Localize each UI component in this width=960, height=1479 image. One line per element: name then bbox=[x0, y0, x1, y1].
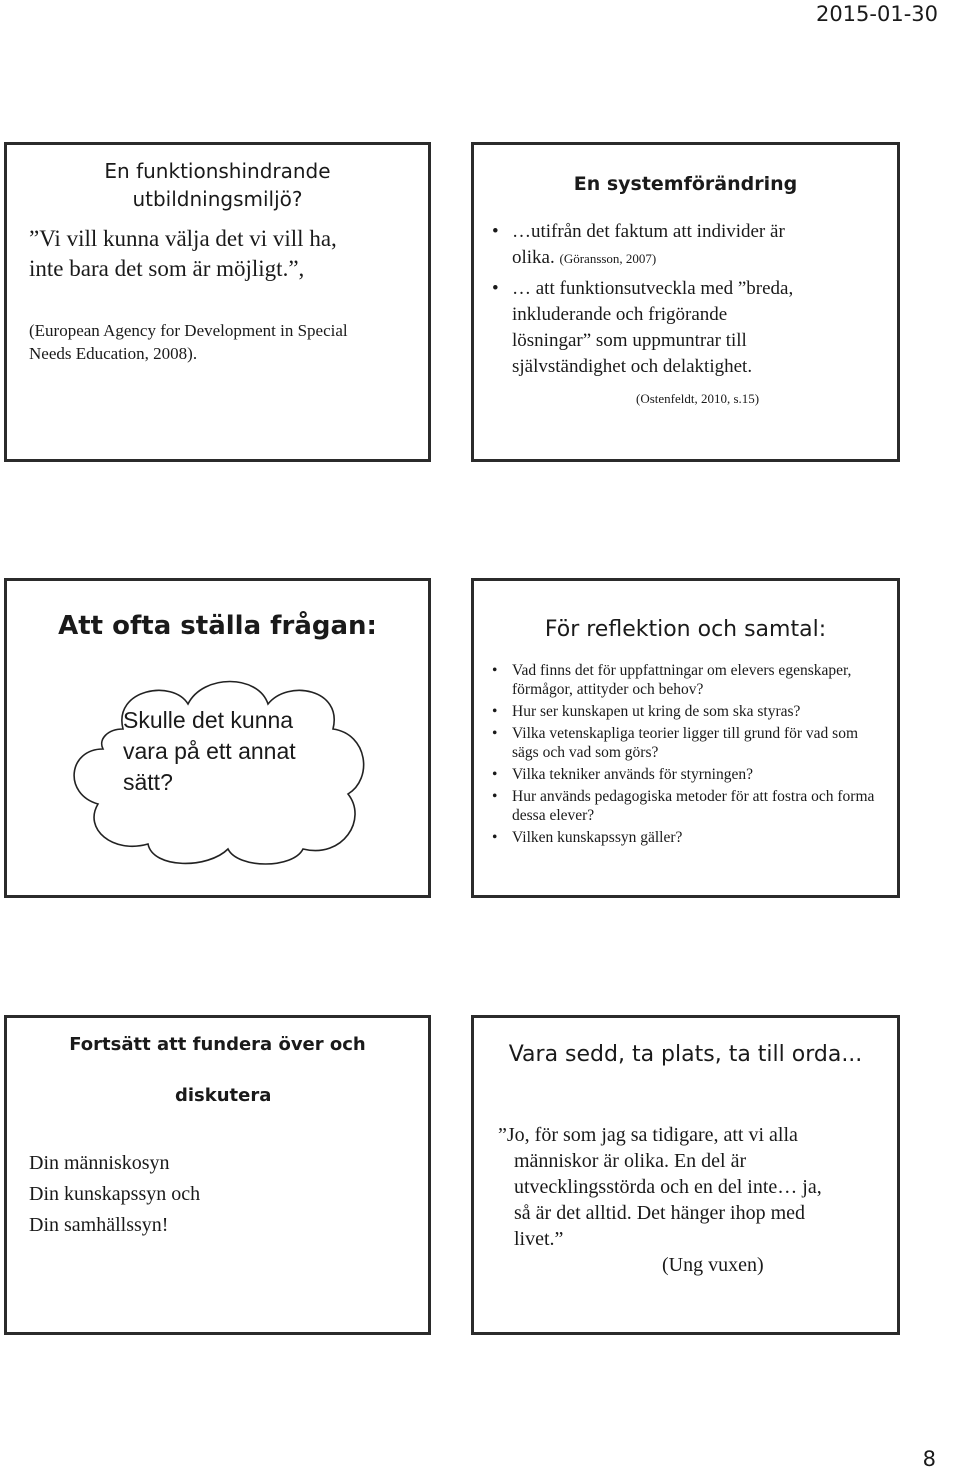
slide-1-quote bbox=[29, 224, 337, 284]
slide-5 bbox=[4, 1015, 431, 1335]
slide-2-bullet-2-cite: (Ostenfeldt, 2010, s.15) bbox=[636, 391, 760, 406]
slide-5-line: Din kunskapssyn och bbox=[29, 1183, 201, 1205]
slide-2-bullet-1-line1: • …utifrån det faktum att individer är bbox=[512, 221, 785, 242]
slide-5-line: Din samhällssyn! bbox=[29, 1214, 169, 1236]
cloud-text-line2: vara på ett annat bbox=[123, 738, 296, 764]
slide-6-quote-line5: livet.” bbox=[514, 1228, 564, 1250]
slide-2-bullet-1-line2-wrap bbox=[512, 245, 880, 272]
slide-6-quote-line1: ”Jo, för som jag sa tidigare, att vi alla bbox=[498, 1124, 798, 1146]
slide-1-source-line2: Needs Education, 2008). bbox=[29, 344, 198, 363]
slide-4-bullet: • Hur används pedagogiska metoder för att fostra och forma dessa elever? bbox=[490, 787, 885, 825]
cloud-text bbox=[123, 705, 296, 798]
slide-4-bullet: • Vilka tekniker används för styrningen? bbox=[490, 765, 885, 784]
slide-3 bbox=[4, 578, 431, 898]
slide-1-source-line1: (European Agency for Development in Special bbox=[29, 321, 348, 340]
slide-4 bbox=[471, 578, 900, 898]
slide-4-bullet-list bbox=[490, 661, 885, 850]
cloud-text-line1: Skulle det kunna bbox=[123, 707, 294, 733]
slide-4-bullet: • Hur ser kunskapen ut kring de som ska styras? bbox=[490, 702, 885, 721]
slide-5-title-line2: diskutera bbox=[175, 1085, 272, 1106]
slide-2-bullet-2-line3: lösningar” som uppmuntrar till bbox=[512, 330, 747, 351]
slide-2-bullet-list bbox=[490, 219, 880, 384]
slide-4-bullet: • Vad finns det för uppfattningar om elevers egenskaper, förmågor, attityder och behov? bbox=[490, 661, 885, 699]
slide-6 bbox=[471, 1015, 900, 1335]
slide-4-bullet: • Vilken kunskapssyn gäller? bbox=[490, 828, 885, 847]
slide-1-source bbox=[29, 319, 348, 365]
slide-1-title-line1: En funktionshindrande bbox=[104, 159, 331, 183]
header-date: 2015-01-30 bbox=[815, 2, 938, 26]
slide-2-bullet-2-line4: självständighet och delaktighet. bbox=[512, 356, 753, 377]
slide-6-quote-line4: så är det alltid. Det hänger ihop med bbox=[514, 1202, 806, 1224]
slide-5-lines bbox=[29, 1148, 200, 1241]
slide-2 bbox=[471, 142, 900, 462]
slide-5-title-line1: Fortsätt att fundera över och bbox=[69, 1034, 366, 1055]
slide-2-title: En systemförändring bbox=[573, 173, 798, 195]
slide-1 bbox=[4, 142, 431, 462]
slide-5-line: Din människosyn bbox=[29, 1152, 170, 1174]
slide-6-title: Vara sedd, ta plats, ta till orda... bbox=[508, 1042, 863, 1067]
slide-6-quote bbox=[498, 1122, 878, 1252]
slide-2-bullet-2-line2: inkluderande och frigörande bbox=[512, 304, 728, 325]
slide-6-quote-line3: utvecklingsstörda och en del inte… ja, bbox=[514, 1176, 822, 1198]
slide-1-title-line2: utbildningsmiljö? bbox=[132, 187, 303, 211]
slide-6-cite: (Ung vuxen) bbox=[662, 1254, 764, 1276]
slide-6-quote-line2: människor är olika. En del är bbox=[514, 1150, 747, 1172]
cloud-text-line3: sätt? bbox=[123, 769, 173, 795]
slide-2-bullet-1-cite: (Göransson, 2007) bbox=[559, 251, 657, 266]
slide-2-bullet-1-line2: olika. bbox=[512, 247, 555, 268]
slide-4-title: För reflektion och samtal: bbox=[544, 617, 827, 642]
slide-1-quote-line1: ”Vi vill kunna välja det vi vill ha, bbox=[29, 226, 337, 251]
slide-2-bullet-2-line1: • … att funktionsutveckla med ”breda, bbox=[512, 278, 794, 299]
slide-3-title: Att ofta ställa frågan: bbox=[58, 611, 377, 641]
slide-4-bullet: • Vilka vetenskapliga teorier ligger till grund för vad som sägs och vad som görs? bbox=[490, 724, 885, 762]
slide-1-title bbox=[7, 157, 428, 213]
slide-2-bullet-2 bbox=[490, 276, 880, 380]
slide-2-bullet-1 bbox=[490, 219, 880, 272]
page-number: 8 bbox=[922, 1447, 936, 1471]
slide-1-quote-line2: inte bara det som är möjligt.”, bbox=[29, 256, 305, 281]
